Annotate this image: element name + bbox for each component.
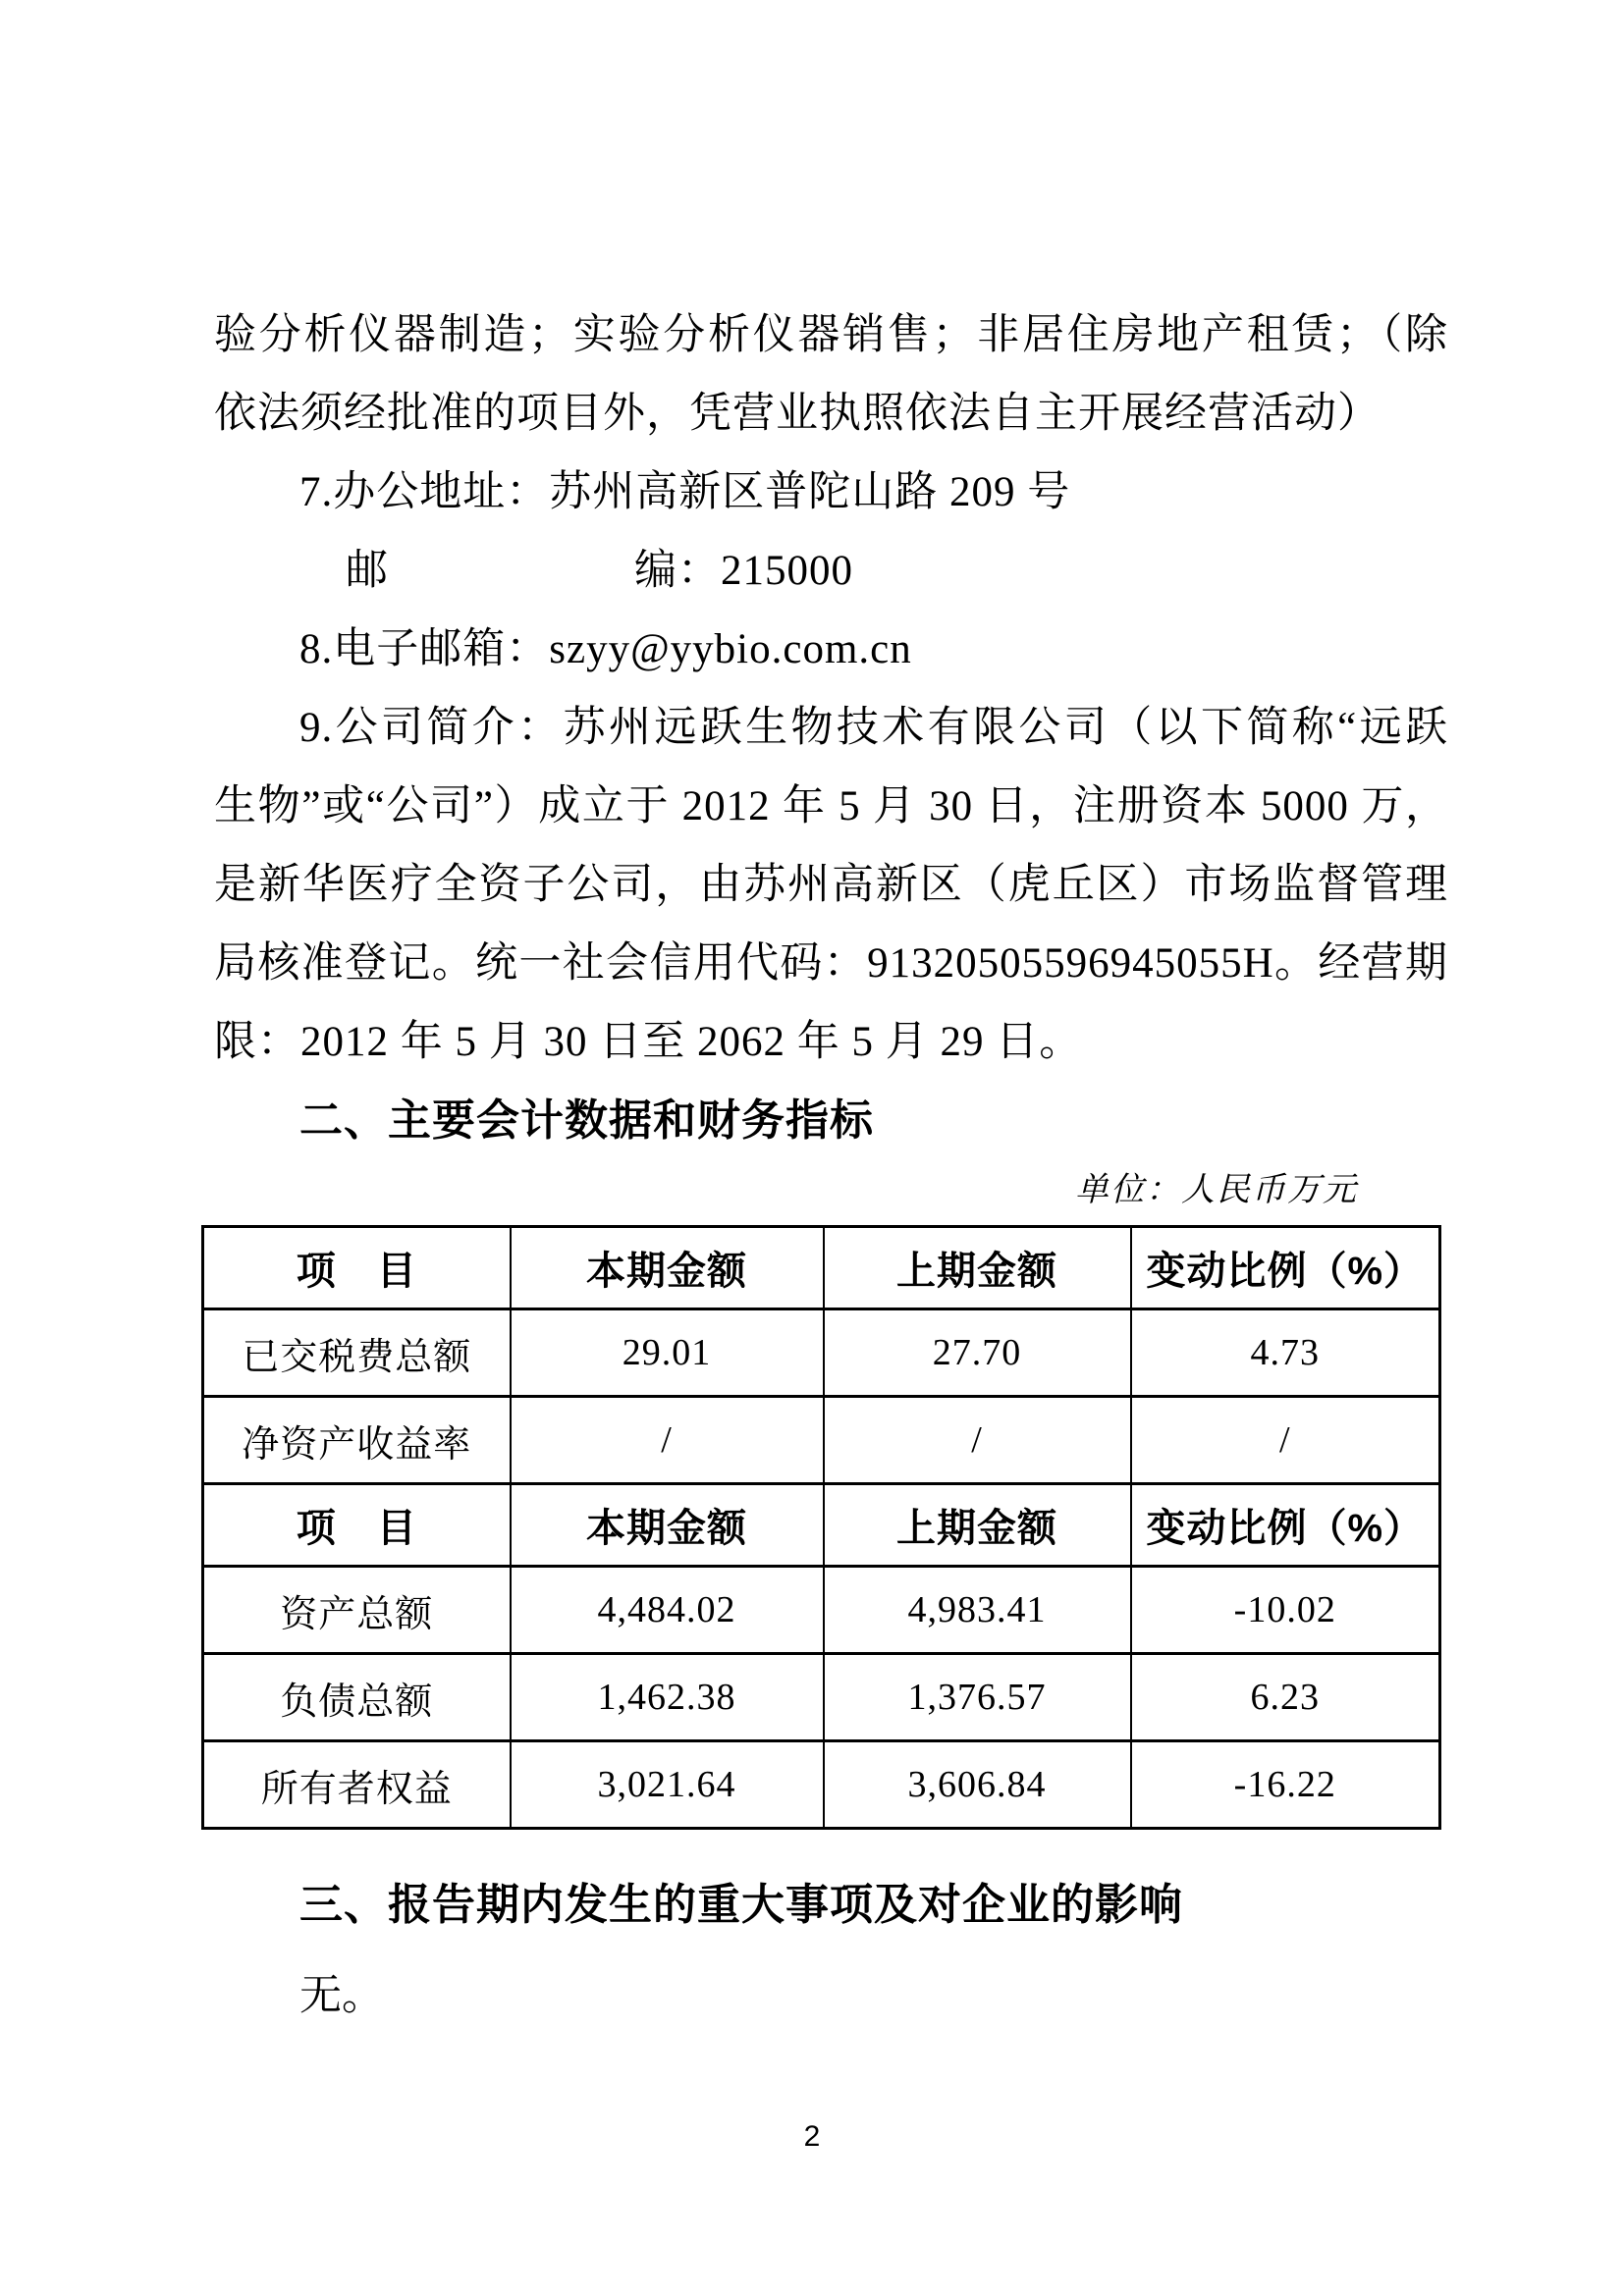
table-row-taxes-paid [203,1309,1440,1397]
cell-previous: 4,983.41 [824,1567,1131,1654]
cell-previous: / [824,1397,1131,1484]
header-current: 本期金额 [511,1227,824,1309]
header-item: 项 目 [203,1484,511,1567]
body-line-email: 8.电子邮箱：szyy@yybio.com.cn [299,626,912,672]
table-unit-note: 单位：人民币万元 [1075,1172,1358,1208]
header-previous: 上期金额 [824,1484,1131,1567]
none-note: 无。 [299,1973,384,2019]
postal-label-right: 编：215000 [634,548,853,594]
body-line-intro-5: 限：2012 年 5 月 30 日至 2062 年 5 月 29 日。 [214,1019,1083,1065]
header-change: 变动比例（%） [1131,1227,1440,1309]
body-line-intro-4: 局核准登记。统一社会信用代码：91320505596945055H。经营期 [214,940,1448,987]
body-line-2: 依法须经批准的项目外，凭营业执照依法自主开展经营活动） [214,391,1380,437]
cell-previous: 27.70 [824,1309,1131,1397]
financial-indicators-table [201,1225,1441,1830]
cell-item: 负债总额 [203,1654,511,1741]
document-content [214,296,1448,2029]
body-line-office-address: 7.办公地址：苏州高新区普陀山路 209 号 [299,469,1071,515]
header-change: 变动比例（%） [1131,1484,1440,1567]
body-line-1: 验分析仪器制造；实验分析仪器销售；非居住房地产租赁；（除 [214,312,1448,358]
cell-current: 29.01 [511,1309,824,1397]
table-row-total-assets [203,1567,1440,1654]
cell-change: -10.02 [1131,1567,1440,1654]
body-line-intro-2: 生物”或“公司”）成立于 2012 年 5 月 30 日，注册资本 5000 万， [214,783,1448,829]
cell-previous: 3,606.84 [824,1741,1131,1829]
cell-change: / [1131,1397,1440,1484]
section-2-heading: 二、主要会计数据和财务指标 [299,1096,874,1145]
table-row-owners-equity [203,1741,1440,1829]
page-number: 2 [803,2120,821,2153]
header-item: 项 目 [203,1227,511,1309]
table-row-total-liabilities [203,1654,1440,1741]
section-3-heading: 三、报告期内发生的重大事项及对企业的影响 [299,1881,1183,1929]
cell-previous: 1,376.57 [824,1654,1131,1741]
cell-change: -16.22 [1131,1741,1440,1829]
cell-change: 4.73 [1131,1309,1440,1397]
header-current: 本期金额 [511,1484,824,1567]
cell-current: 4,484.02 [511,1567,824,1654]
postal-label-left: 邮 [346,548,389,594]
cell-item: 已交税费总额 [203,1309,511,1397]
table-header-row-1 [203,1227,1440,1309]
cell-current: 3,021.64 [511,1741,824,1829]
header-previous: 上期金额 [824,1227,1131,1309]
cell-current: / [511,1397,824,1484]
cell-item: 资产总额 [203,1567,511,1654]
body-line-intro-3: 是新华医疗全资子公司，由苏州高新区（虎丘区）市场监督管理 [214,862,1448,908]
body-line-intro-1: 9.公司简介：苏州远跃生物技术有限公司（以下简称“远跃 [299,705,1448,751]
table-row-roe [203,1397,1440,1484]
cell-current: 1,462.38 [511,1654,824,1741]
cell-change: 6.23 [1131,1654,1440,1741]
body-line-postal-code [214,532,1448,611]
table-header-row-2 [203,1484,1440,1567]
cell-item: 净资产收益率 [203,1397,511,1484]
cell-item: 所有者权益 [203,1741,511,1829]
